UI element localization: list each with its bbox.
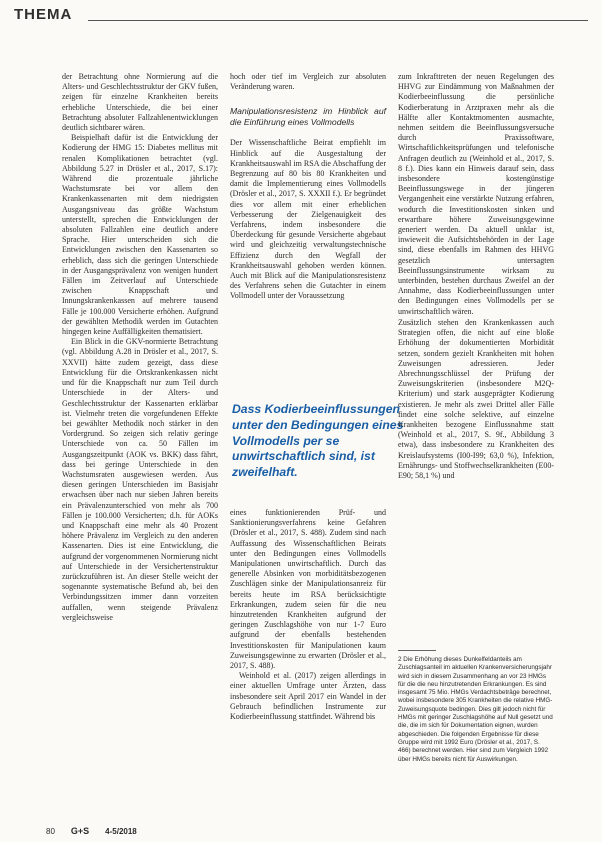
column-right-bottom [398, 318, 554, 642]
page-footer [46, 826, 137, 836]
column-middle-paragraph-1: Der Wissenschaftliche Beirat empfiehlt im Hinblick auf die Ausgestaltung der Krankheitsauswahl im RSA die Abschaffung der Begrenzung auf 80 bis 80 Krankheiten und damit die Implementierung eines Vollmodells (Drösler et al., 2017, S. XXXII f.). Er begründet dies vor allem mit einer erheblichen Verbesserung der Zielgenauigkeit des Verfahrens, indem insbesondere die Überdeckung für gesunde Versicherte abgebaut wird und gleichzeitig verwaltungstechnische Effizienz durch den Wegfall der Krankheitsauswahl gehoben werden können. Auch mit Blick auf die Manipulationsresistenz des Verfahrens sehen die Gutachter in einem Vollmodell unter der Voraussetzung [230, 138, 386, 301]
journal-logo: G+S [70, 826, 90, 836]
header-rule [88, 20, 588, 21]
column-right-top [398, 72, 554, 316]
column-left-paragraph-3: Ein Blick in die GKV-normierte Betrachtung (vgl. Abbildung A.28 in Drösler et al., 2017, S. XXVII) hätte zudem gezeigt, dass diese Entwicklung für die Ortskrankenkassen nicht und für die Knappschaft nur zum Teil durch Unterschiede in der Alters- und Geschlechtsstruktur der Kassenarten erklärbar ist. Vielmehr treten die vorgefundenen Effekte bei gewählter Methodik noch stärker in den Vordergrund. So zeigen sich relativ geringe Unterschiede von ca. 50 Fällen im Ausgangszeitpunkt (AOK vs. BKK) dass fährt, dass bei geringe Unterschiede in den Wachstumsraten ausgewiesen werden. Aus diesen geringen Unterschieden im Basisjahr erwachsen über nach nur sieben Jahren bereits ein Prävalenzunterschied von mehr als 700 Fällen je 100.000 Versicherten; d.h. für AOKs und Knappschaft eine mehr als 40 Prozent höhere Prävalenz im Vergleich zu den anderen Kassenarten. Dies ist eine Entwicklung, die aufgrund der vorgenommenen Normierung nicht auf Unterschiede in der Versichertenstruktur zurückzuführen ist. An dieser Stelle weicht der sogenannte systematische Befund ab, bei den Verbindungssitzen immer dann vorzeiten auffallen, wenn steigende Prävalenz vergleichsweise [62, 337, 218, 622]
column-middle-continuation-2: Weinhold et al. (2017) zeigen allerdings in einer aktuellen Umfrage unter Ärzten, dass insbesondere seit April 2017 ein Wandel in der Gebrauch befindlichen Instrumente zur Kodierbeeinflussung stattfindet. Während bis [230, 671, 386, 722]
column-right-paragraph-1: zum Inkrafttreten der neuen Regelungen des HHVG zur Eindämmung von Maßnahmen der Kodierbeeinflussung die persönliche Kodierberatung in Arztpraxen mehr als die Hälfte aller Kontaktmomenten ausmachte, nehmen seitdem die Beeinflussungsversuche durch Praxissoftware, Wirtschaftlichkeitsprüfungen und telefonische Anfragen deutlich zu (Weinhold et al., 2017, S. 8 f.). Dies kann ein Hinweis darauf sein, dass insbesondere kostengünstige Beeinflussungswege in der jüngeren Vergangenheit eine verstärkte Nutzung erfahren, wodurch die Investitionskosten sinken und erwartbare höhere Zuweisungsgewinne generiert werden. Da aktuell unklar ist, inwieweit die Aufsichtsbehörden in der Lage sind, diese ebenfalls im Rahmen des HHVG gesetzlich untersagten Beeinflussungsinstrumente wirksam zu unterbinden, bestehen durchaus Zweifel an der Annahme, dass Kodierbeeinflussungen unter den Bedingungen eines Vollmodells per se unwirtschaftlich wären. [398, 72, 554, 316]
column-middle-intro: hoch oder tief im Vergleich zur absoluten Veränderung waren. [230, 72, 386, 92]
pull-quote: Dass Kodierbeeinflussungen unter den Bedingungen eines Vollmodells per se unwirtschaftlich sind, ist zweifelhaft. [232, 402, 404, 480]
column-left [62, 72, 218, 820]
issue-number: 4-5/2018 [105, 827, 137, 836]
column-right-continuation-1: Zusätzlich stehen den Krankenkassen auch Strategien offen, die nicht auf eine bloße Erhöhung der dokumentierten Morbidität setzen, sondern gezielt Krankheiten mit hohen Zuweisungen adressieren. Jeder Abrechnungsschlüssel der Prüfung der Zuweisungskriterien (insbesondere M2Q-Kriterium) und stark ausgeprägter Kodierung existieren. Je mehr als zwei Drittel aller Fälle findet eine solche selektive, auf einzelne Krankheiten bezogene Einflussnahme statt (Weinhold et al., 2017, S. 9f., Abbildung 3 etwa), dass insbesondere zu Krankheiten des Kreislaufsystems (I00-I99; 63,0 %), Infektion, Ernährungs- und Stoffwechselkrankheiten (E00-E90; 58,1 %) und [398, 318, 554, 481]
column-left-paragraph-1: der Betrachtung ohne Normierung auf die Alters- und Geschlechtsstruktur der GKV fußen, zeigen für einzelne Krankheiten bereits erhebliche Unterschiede, die bei einer Betrachtung absoluter Fallzahlenentwicklungen deutlich sichtbarer wären. [62, 72, 218, 133]
column-middle-bottom [230, 508, 386, 820]
column-middle-continuation-1: eines funktionierenden Prüf- und Sanktionierungsverfahrens keine Gefahren (Drösler et al., 2017, S. 488). Zudem sind nach Auffassung des Wissenschaftlichen Beirats unter den Bedingungen eines Vollmodells Manipulationen unwirtschaftlich. Durch das generelle Absinken von morbiditätsbezogenen Zuschlägen sinke der Manipulationsanreiz für bereits heute im RSA berücksichtigte Erkrankungen, zudem seien für die neu hinzutretenden Krankheiten aufgrund der geringen Zuschlagshöhe von nur 1-7 Euro aufgrund der ebenfalls bestehenden Investitionskosten für Manipulationen kaum Zuweisungsgewinne zu erwarten (Drösler et al., 2017, S. 488). [230, 508, 386, 671]
footnote-rule [398, 650, 436, 651]
footnote: 2 Die Erhöhung dieses Dunkelfeldanteils am Zuschlagsanteil im aktuellen Krankenversicherungsjahr wird sich in diesem Zusammenhang an vor 23 HMGs für die die neu hinzutretenden Erkrankungen. Es sind insgesamt 75 Mio. HMGs Verdachtsbeträge berechnet, wobei insbesondere 305 Krankheiten die relative HMG-Zuweisungsquote bedingen. Dies gilt jedoch nicht für HMGs mit geringer Zuschlagshöhe auf Null gesetzt und die, die im sich für Dokumentation eignen, wurden abgeschieden. Die folgenden Ergebnisse für diese Gruppe wird mit 1992 Euro (Drösler et al., 2017, S. 466) berechnet werden. Hier sind zum Vergleich 1992 über HMGs bereits nicht für Auswirkungen. [398, 656, 553, 763]
column-left-paragraph-2: Beispielhaft dafür ist die Entwicklung der Kodierung der HMG 15: Diabetes mellitus mit renalen Komplikationen betrachtet (vgl. Abbildung 5.27 in Drösler et al., 2017, S.17): Während die prozentuale jährliche Wachstumsrate bei vor allem den Krankenkassenarten mit dem niedrigsten Ausgangsniveau das größte Wachstum unterstellt, sprechen die Entwicklungen der absoluten Fallzahlen eine deutlich andere Sprache. Hier unterscheiden sich die Entwicklungen zwischen den Kassenarten so erheblich, dass sich die geringen Unterschiede in der Ausgangsprävalenz von wenigen hundert Fällen im Zeitverlauf auf Unterschiede zwischen Knappschaft und Innungskrankenkassen auf mehrere tausend Fälle je 100.000 Versicherte erhöhen. Aufgrund der gewählten Methodik werden im Gutachten hingegen keine Auffälligkeiten thematisiert. [62, 133, 218, 337]
column-middle-top [230, 72, 386, 400]
page-number: 80 [46, 827, 55, 836]
section-subheading: Manipulationsresistenz im Hinblick auf die Einführung eines Vollmodells [230, 106, 386, 128]
page-header [0, 0, 602, 30]
section-title: THEMA [14, 6, 73, 23]
